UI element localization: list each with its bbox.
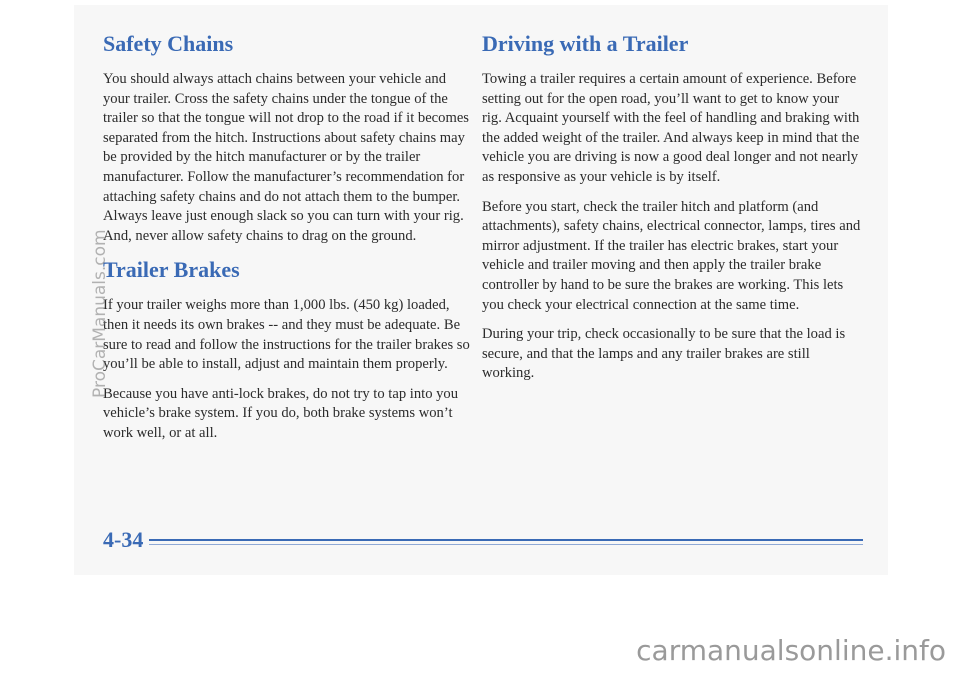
right-column	[482, 30, 862, 394]
trailer-brakes-paragraph-1: If your trailer weighs more than 1,000 lbs. (450 kg) loaded, then it needs its own brakes -- and they must be adequate. Be sure to read and follow the instructions for the trailer brakes so you’ll be able to install, adjust and maintain them properly.	[103, 297, 470, 373]
footer-rule	[149, 539, 863, 541]
page-number: 4-34	[103, 527, 144, 552]
page-footer	[103, 526, 863, 556]
bottom-watermark: carmanualsonline.info	[636, 634, 946, 667]
safety-chains-paragraph: You should always attach chains between your vehicle and your trailer. Cross the safety chains under the tongue of the trailer so that the tongue will not drop to the road if it becomes separated from the hitch. Instructions about safety chains may be provided by the hitch manufacturer or by the trailer manufacturer. Follow the manufacturer’s recommendation for attaching safety chains and do not attach them to the bumper. Always leave just enough slack so you can turn with your rig. And, never allow safety chains to drag on the ground.	[103, 71, 469, 244]
driving-paragraph-1: Towing a trailer requires a certain amount of experience. Before setting out for the open road, you’ll want to get to know your rig. Acquaint yourself with the feel of handling and braking with the added weight of the trailer. And always keep in mind that the vehicle you are driving is now a good deal longer and not nearly as responsive as your vehicle is by itself.	[482, 71, 860, 185]
side-watermark: ProCarManuals.com	[90, 229, 110, 398]
safety-chains-heading: Safety Chains	[103, 31, 234, 56]
driving-with-trailer-heading: Driving with a Trailer	[482, 31, 689, 56]
footer-rule-thin	[149, 544, 863, 545]
trailer-brakes-heading: Trailer Brakes	[103, 257, 240, 283]
left-column	[103, 30, 475, 454]
driving-paragraph-2: Before you start, check the trailer hitch and platform (and attachments), safety chains, electrical connector, lamps, tires and mirror adjustment. If the trailer has electric brakes, start your vehicle and trailer moving and then apply the trailer brake controller by hand to be sure the brakes are working. This lets you check your electrical connection at the same time.	[482, 198, 861, 313]
trailer-brakes-paragraph-2: Because you have anti-lock brakes, do not try to tap into you vehicle’s brake system. If you do, both brake systems won’t work well, or at all.	[103, 385, 459, 441]
driving-paragraph-3: During your trip, check occasionally to be sure that the load is secure, and that the lamps and any trailer brakes are still working.	[482, 326, 846, 382]
